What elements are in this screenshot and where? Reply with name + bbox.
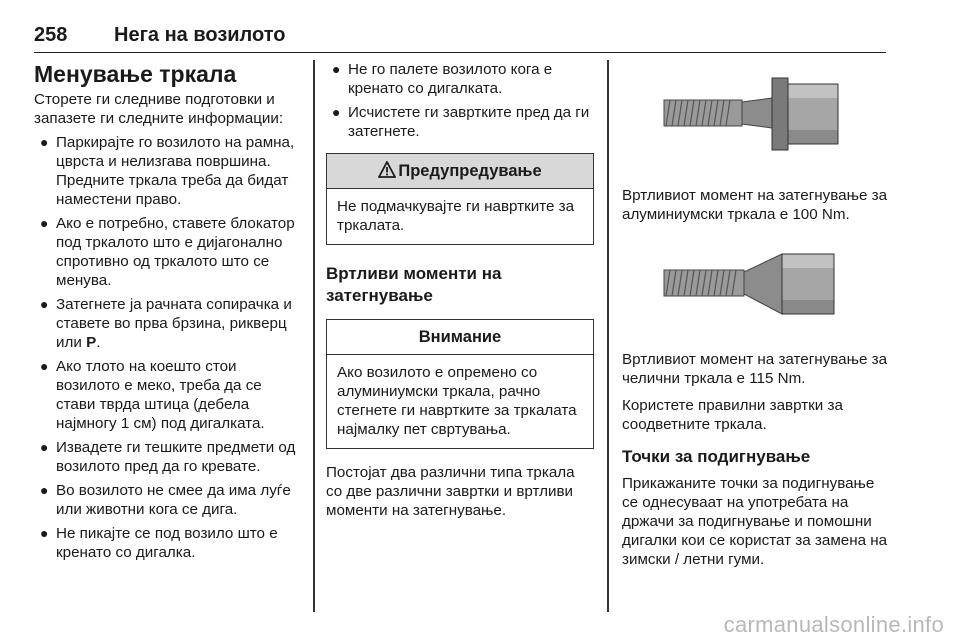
heading-torque: Вртливи моменти на затегнување: [326, 264, 502, 305]
list-item: ● Ако тлото на коешто стои возилото е меко, треба да се стави тврда штица (дебела најмногу 1 см) под дигалката.: [40, 358, 265, 432]
warning-title: Предупредување: [398, 162, 542, 180]
watermark: carmanualsonline.info: [723, 612, 944, 637]
caption-alloy-torque: Вртливиот момент на затегнување за алуминиумски тркала е 100 Nm.: [622, 187, 888, 223]
column-2: [326, 60, 594, 520]
page-header: [34, 22, 886, 53]
bullet-icon: ●: [332, 61, 341, 77]
heading-wheel-change: Менување тркала: [34, 61, 237, 87]
warning-header: [327, 154, 593, 189]
bullet-icon: ●: [40, 296, 49, 312]
warning-text: Не подмачкувајте ги навртките за тркалата.: [337, 198, 575, 234]
bolt-with-washer-image: [622, 60, 890, 170]
column-divider: [313, 60, 315, 612]
warning-box: [326, 153, 594, 245]
bullet-icon: ●: [40, 525, 49, 541]
section-title: Нега на возилото: [114, 24, 286, 46]
bullet-icon: ●: [40, 358, 49, 374]
steel-wheel-bolt-figure: [622, 236, 890, 336]
column-1: [34, 60, 300, 562]
list-item: ● Не пикајте се под возило што е кренато со дигалка.: [40, 525, 278, 561]
column-divider: [607, 60, 609, 612]
list-item: ● Исчистете ги завртките пред да ги затегнете.: [332, 104, 590, 140]
caution-text: Ако возилото е опремено со алуминиумски тркала, рачно стегнете ги навртките за тркалата најмалку пет свртувања.: [337, 364, 577, 438]
caption-correct-bolts: Користете правилни завртки за соодветните тркала.: [622, 397, 843, 433]
caution-header: Внимание: [327, 320, 593, 355]
page-number: 258: [34, 24, 68, 46]
bullet-icon: ●: [40, 482, 49, 498]
intro-paragraph: Сторете ги следниве подготовки и запазете ги следните информации:: [34, 91, 284, 127]
column-3: [622, 60, 890, 569]
list-item: ● Ако е потребно, ставете блокатор под тркалото што е дијагонално спротивно од тркалото што се менува.: [40, 215, 295, 289]
bullet-icon: ●: [40, 439, 49, 455]
list-item: ● Паркирајте го возилото на рамна, цврста и нелизгава површина. Предните тркала треба да бидат наместени право.: [40, 134, 295, 208]
gear-p-label: P: [86, 334, 97, 351]
alloy-wheel-bolt-figure: [622, 60, 890, 170]
warning-triangle-icon: [378, 161, 396, 178]
bullet-icon: ●: [40, 215, 49, 231]
lift-points-paragraph: Прикажаните точки за подигнување се однесуваат на употребата на држачи за подигнување и помошни дигалки кои се користат за замена на зимски / летни гуми.: [622, 475, 888, 568]
caption-steel-torque: Вртливиот момент на затегнување за челични тркала е 115 Nm.: [622, 351, 888, 387]
bolt-image: [622, 236, 890, 336]
list-item: ● Не го палете возилото кога е кренато со дигалката.: [332, 61, 553, 97]
preparation-list: [34, 133, 300, 562]
list-item: ● Во возилото не смее да има луѓе или животни кога се дига.: [40, 482, 291, 518]
heading-lift-points: Точки за подигнување: [622, 447, 811, 466]
torque-paragraph: Постојат два различни типа тркала со две различни завртки и вртливи моменти на затегнување.: [326, 464, 575, 519]
safety-list: [326, 60, 594, 141]
caution-box: [326, 319, 594, 449]
list-item: ● Затегнете ја рачната сопирачка и ставете во прва брзина, рикверц или P.: [40, 296, 292, 351]
bullet-icon: ●: [40, 134, 49, 150]
list-item: ● Извадете ги тешките предмети од возилото пред да го кревате.: [40, 439, 296, 475]
bullet-icon: ●: [332, 104, 341, 120]
